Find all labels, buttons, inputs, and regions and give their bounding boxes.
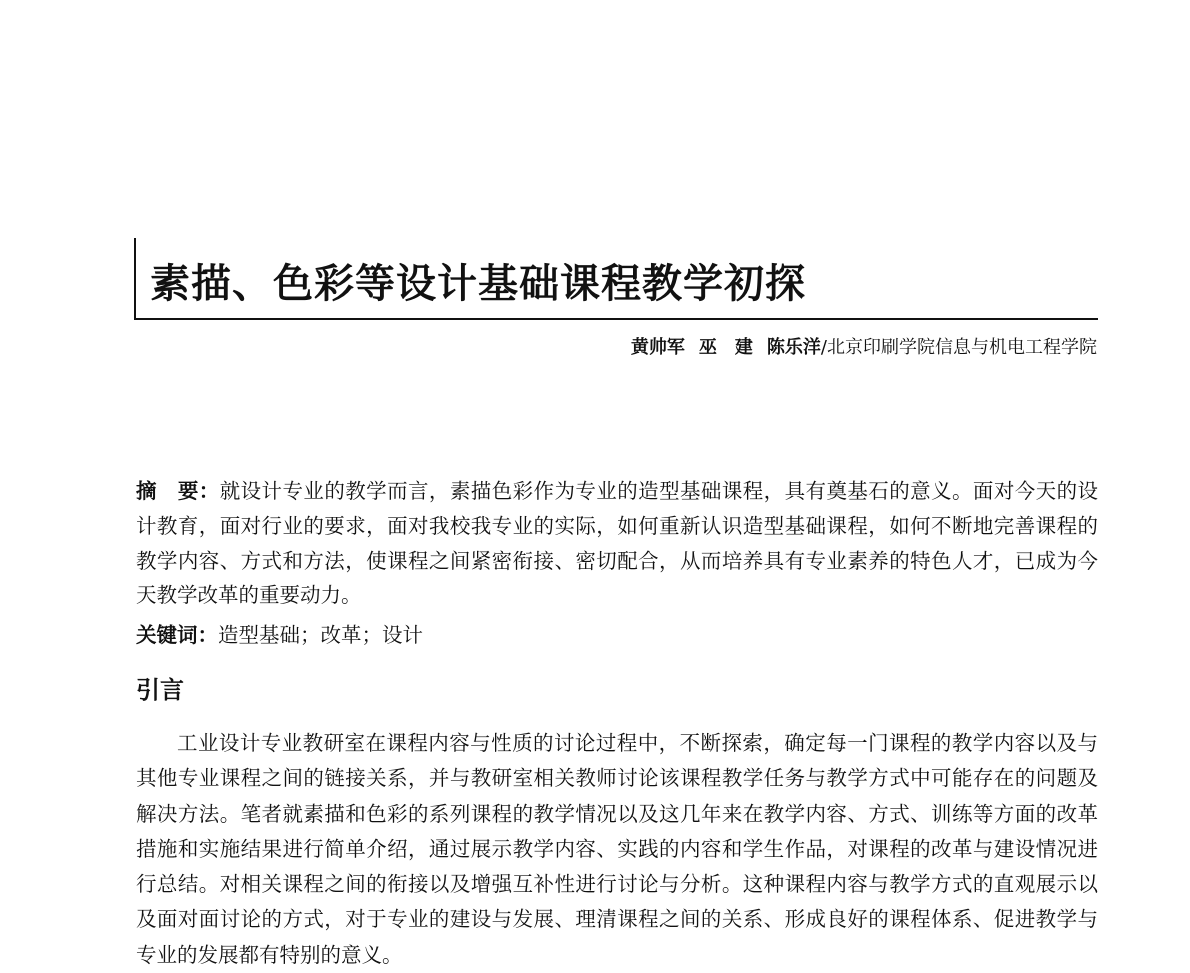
abstract-label: 摘 要： (136, 479, 220, 503)
abstract-text: 就设计专业的教学而言，素描色彩作为专业的造型基础课程，具有奠基石的意义。面对今天的设计教育，面对行业的要求，面对我校我专业的实际，如何重新认识造型基础课程，如何不断地完善课程的教学内容、方式和方法，使课程之间紧密衔接、密切配合，从而培养具有专业素养的特色人才，已成为今天教学改革的重要动力。 (136, 479, 1099, 608)
keywords-text: 造型基础；改革；设计 (218, 623, 423, 647)
section-heading: 引言 (136, 676, 184, 704)
keywords-label: 关键词： (136, 623, 218, 647)
paper-title: 素描、色彩等设计基础课程教学初探 (150, 261, 806, 307)
keywords (136, 618, 1098, 652)
author-name: 黄帅军 (630, 337, 685, 358)
author-name: 陈乐洋 (766, 337, 821, 358)
abstract (136, 474, 1098, 613)
intro-paragraph: 工业设计专业教研室在课程内容与性质的讨论过程中，不断探索，确定每一门课程的教学内容以及与其他专业课程之间的链接关系，并与教研室相关教师讨论该课程教学任务与教学方式中可能存在的问题及解决方法。笔者就素描和色彩的系列课程的教学情况以及这几年来在教学内容、方式、训练等方面的改革措施和实施结果进行简单介绍，通过展示教学内容、实践的内容和学生作品，对课程的改革与建设情况进行总结。对相关课程之间的衔接以及增强互补性进行讨论与分析。这种课程内容与教学方式的直观展示以及面对面讨论的方式，对于专业的建设与发展、理清课程之间的关系、形成良好的课程体系、促进教学与专业的发展都有特别的意义。 (136, 731, 1098, 967)
author-line (631, 336, 1097, 360)
title-block (134, 238, 1098, 320)
author-affiliation: /北京印刷学院信息与机电工程学院 (820, 337, 1097, 358)
author-name: 巫 建 (698, 337, 753, 358)
